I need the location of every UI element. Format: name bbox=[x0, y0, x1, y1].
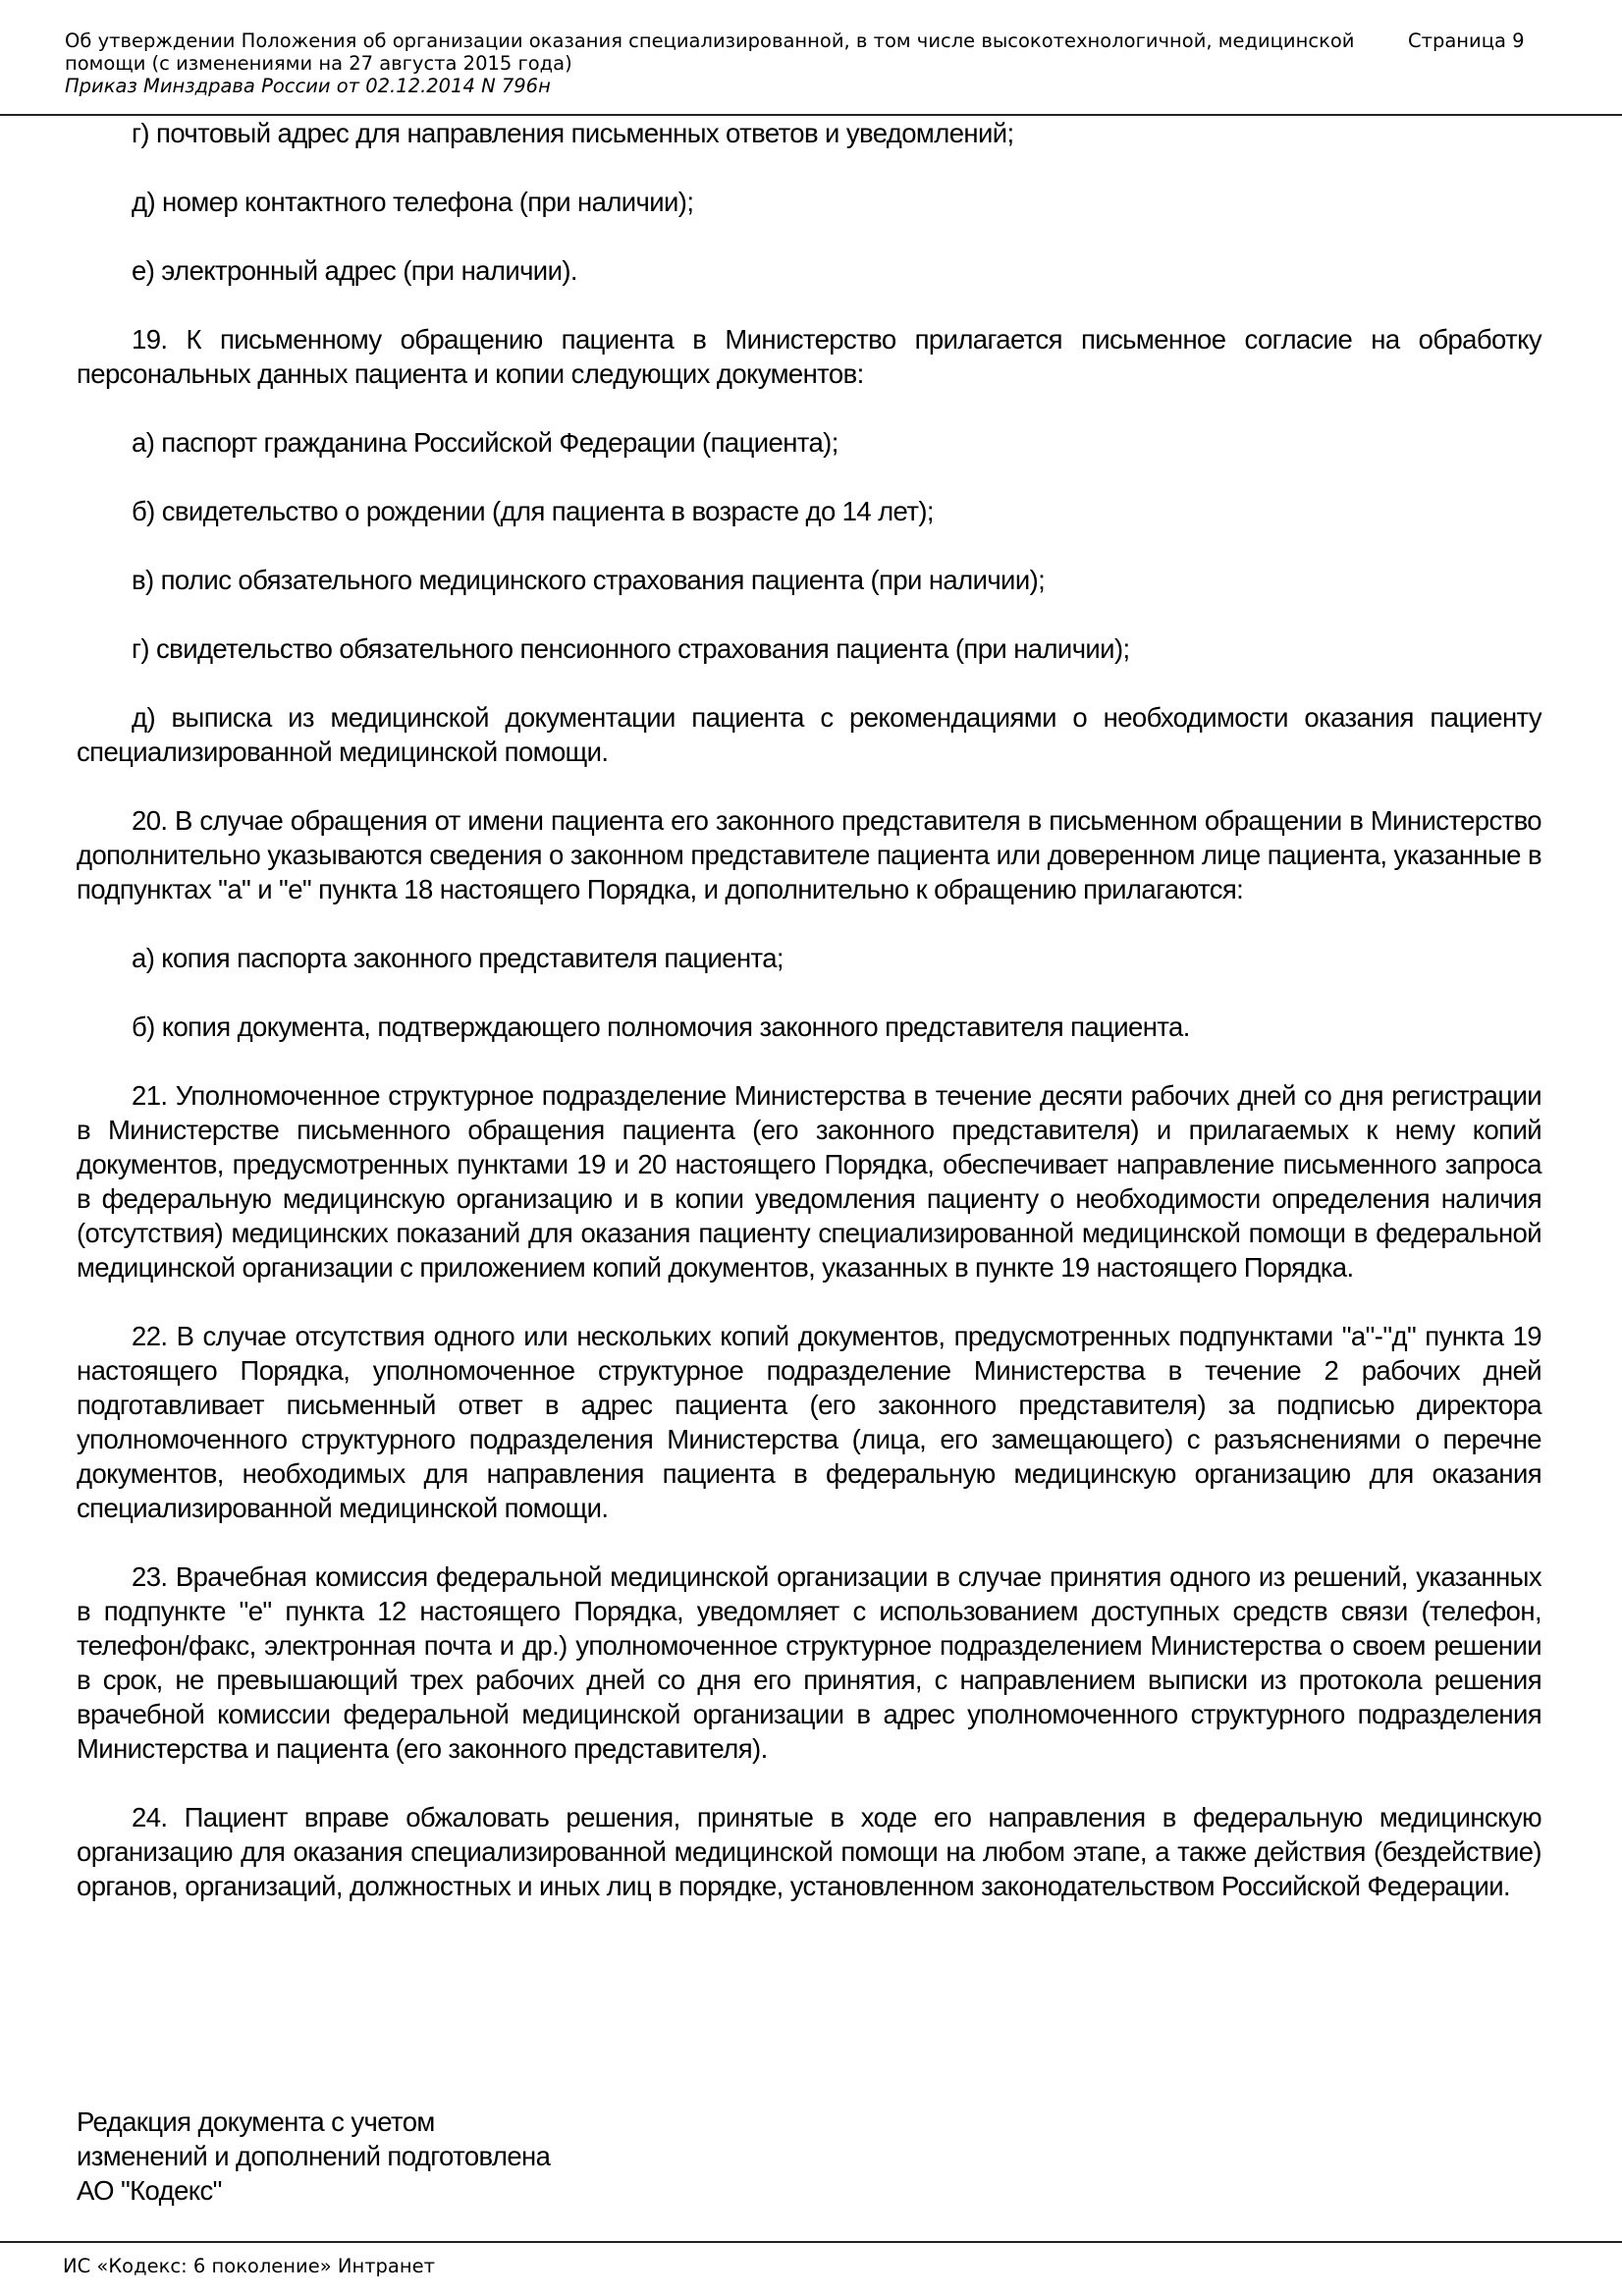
order-reference: Приказ Минздрава России от 02.12.2014 N 796н bbox=[65, 75, 551, 97]
editorial-note bbox=[77, 2105, 862, 2208]
editorial-note-line-3: АО "Кодекс" bbox=[77, 2175, 222, 2206]
paragraph-20: 20. В случае обращения от имени пациента его законного представителя в письменном обращении в Министерство дополнительно указываются сведения о законном представителе пациента или доверенном лице пациента, указанные в подпунктах "а" и "е" пункта 18 настоящего Порядка, и дополнительно к обращению прилагаются: bbox=[77, 805, 1541, 904]
paragraph-19-item-b: б) свидетельство о рождении (для пациента в возрасте до 14 лет); bbox=[132, 496, 934, 526]
paragraph-24: 24. Пациент вправе обжаловать решения, принятые в ходе его направления в федеральную медицинскую организацию для оказания специализированной медицинской помощи на любом этапе, а также действия (бездействие) органов, организаций, должностных и иных лиц в порядке, установленном законодательством Российской Федерации. bbox=[77, 1802, 1541, 1901]
paragraph-23: 23. Врачебная комиссия федеральной медицинской организации в случае принятия одного из решений, указанных в подпункте "е" пункта 12 настоящего Порядка, уведомляет с использованием доступных средств связи (телефон, телефон/факс, электронная почта и др.) уполномоченное структурное подразделением Министерства о своем решении в срок, не превышающий трех рабочих дней со дня его принятия, с направлением выписки из протокола решения врачебной комиссии федеральной медицинской организации в адрес уполномоченного структурного подразделения Министерства и пациента (его законного представителя). bbox=[77, 1561, 1541, 1764]
paragraph-item-g-postal-address: г) почтовый адрес для направления письменных ответов и уведомлений; bbox=[132, 118, 1014, 148]
paragraph-item-d-phone: д) номер контактного телефона (при наличии); bbox=[132, 187, 694, 217]
footer-divider bbox=[0, 2241, 1622, 2243]
paragraph-20-item-b: б) копия документа, подтверждающего полномочия законного представителя пациента. bbox=[132, 1011, 1190, 1042]
paragraph-20-item-a: а) копия паспорта законного представителя пациента; bbox=[132, 943, 784, 973]
paragraph-19: 19. К письменному обращению пациента в Министерство прилагается письменное согласие на обработку персональных данных пациента и копии следующих документов: bbox=[77, 324, 1541, 389]
document-body bbox=[77, 116, 1541, 1938]
paragraph-19-item-a: а) паспорт гражданина Российской Федерации (пациента); bbox=[132, 427, 838, 458]
paragraph-19-item-g: г) свидетельство обязательного пенсионного страхования пациента (при наличии); bbox=[132, 633, 1130, 664]
page-number: Страница 9 bbox=[1408, 29, 1525, 52]
document-title bbox=[65, 29, 1371, 75]
paragraph-22: 22. В случае отсутствия одного или нескольких копий документов, предусмотренных подпунктами "а"-"д" пункта 19 настоящего Порядка, уполномоченное структурное подразделение Министерства в течение 2 рабочих дней подготавливает письменный ответ в адрес пациента (его законного представителя) за подписью директора уполномоченного структурного подразделения Министерства (лица, его замещающего) с разъяснениями о перечне документов, необходимых для направления пациента в федеральную медицинскую организацию для оказания специализированной медицинской помощи. bbox=[77, 1321, 1541, 1523]
page-header bbox=[65, 29, 1538, 97]
document-title-line-1: Об утверждении Положения об организации оказания специализированной, в том числе высокотехнологичной, медицинской bbox=[65, 29, 1355, 52]
paragraph-21: 21. Уполномоченное структурное подразделение Министерства в течение десяти рабочих дней со дня регистрации в Министерстве письменного обращения пациента (его законного представителя) и прилагаемых к нему копий документов, предусмотренных пунктами 19 и 20 настоящего Порядка, обеспечивает направление письменного запроса в федеральную медицинскую организацию и в копии уведомления пациенту о необходимости определения наличия (отсутствия) медицинских показаний для оказания пациенту специализированной медицинской помощи в федеральной медицинской организации с приложением копий документов, указанных в пункте 19 настоящего Порядка. bbox=[77, 1080, 1541, 1283]
document-title-line-2: помощи (с изменениями на 27 августа 2015 года) bbox=[65, 52, 572, 75]
editorial-note-line-2: изменений и дополнений подготовлена bbox=[77, 2141, 551, 2171]
editorial-note-line-1: Редакция документа с учетом bbox=[77, 2106, 435, 2137]
paragraph-item-e-email: е) электронный адрес (при наличии). bbox=[132, 255, 577, 286]
paragraph-19-item-v: в) полис обязательного медицинского страхования пациента (при наличии); bbox=[132, 565, 1046, 595]
page-footer: ИС «Кодекс: 6 поколение» Интранет bbox=[63, 2255, 435, 2277]
paragraph-19-item-d: д) выписка из медицинской документации пациента с рекомендациями о необходимости оказания пациенту специализированной медицинской помощи. bbox=[77, 702, 1541, 767]
